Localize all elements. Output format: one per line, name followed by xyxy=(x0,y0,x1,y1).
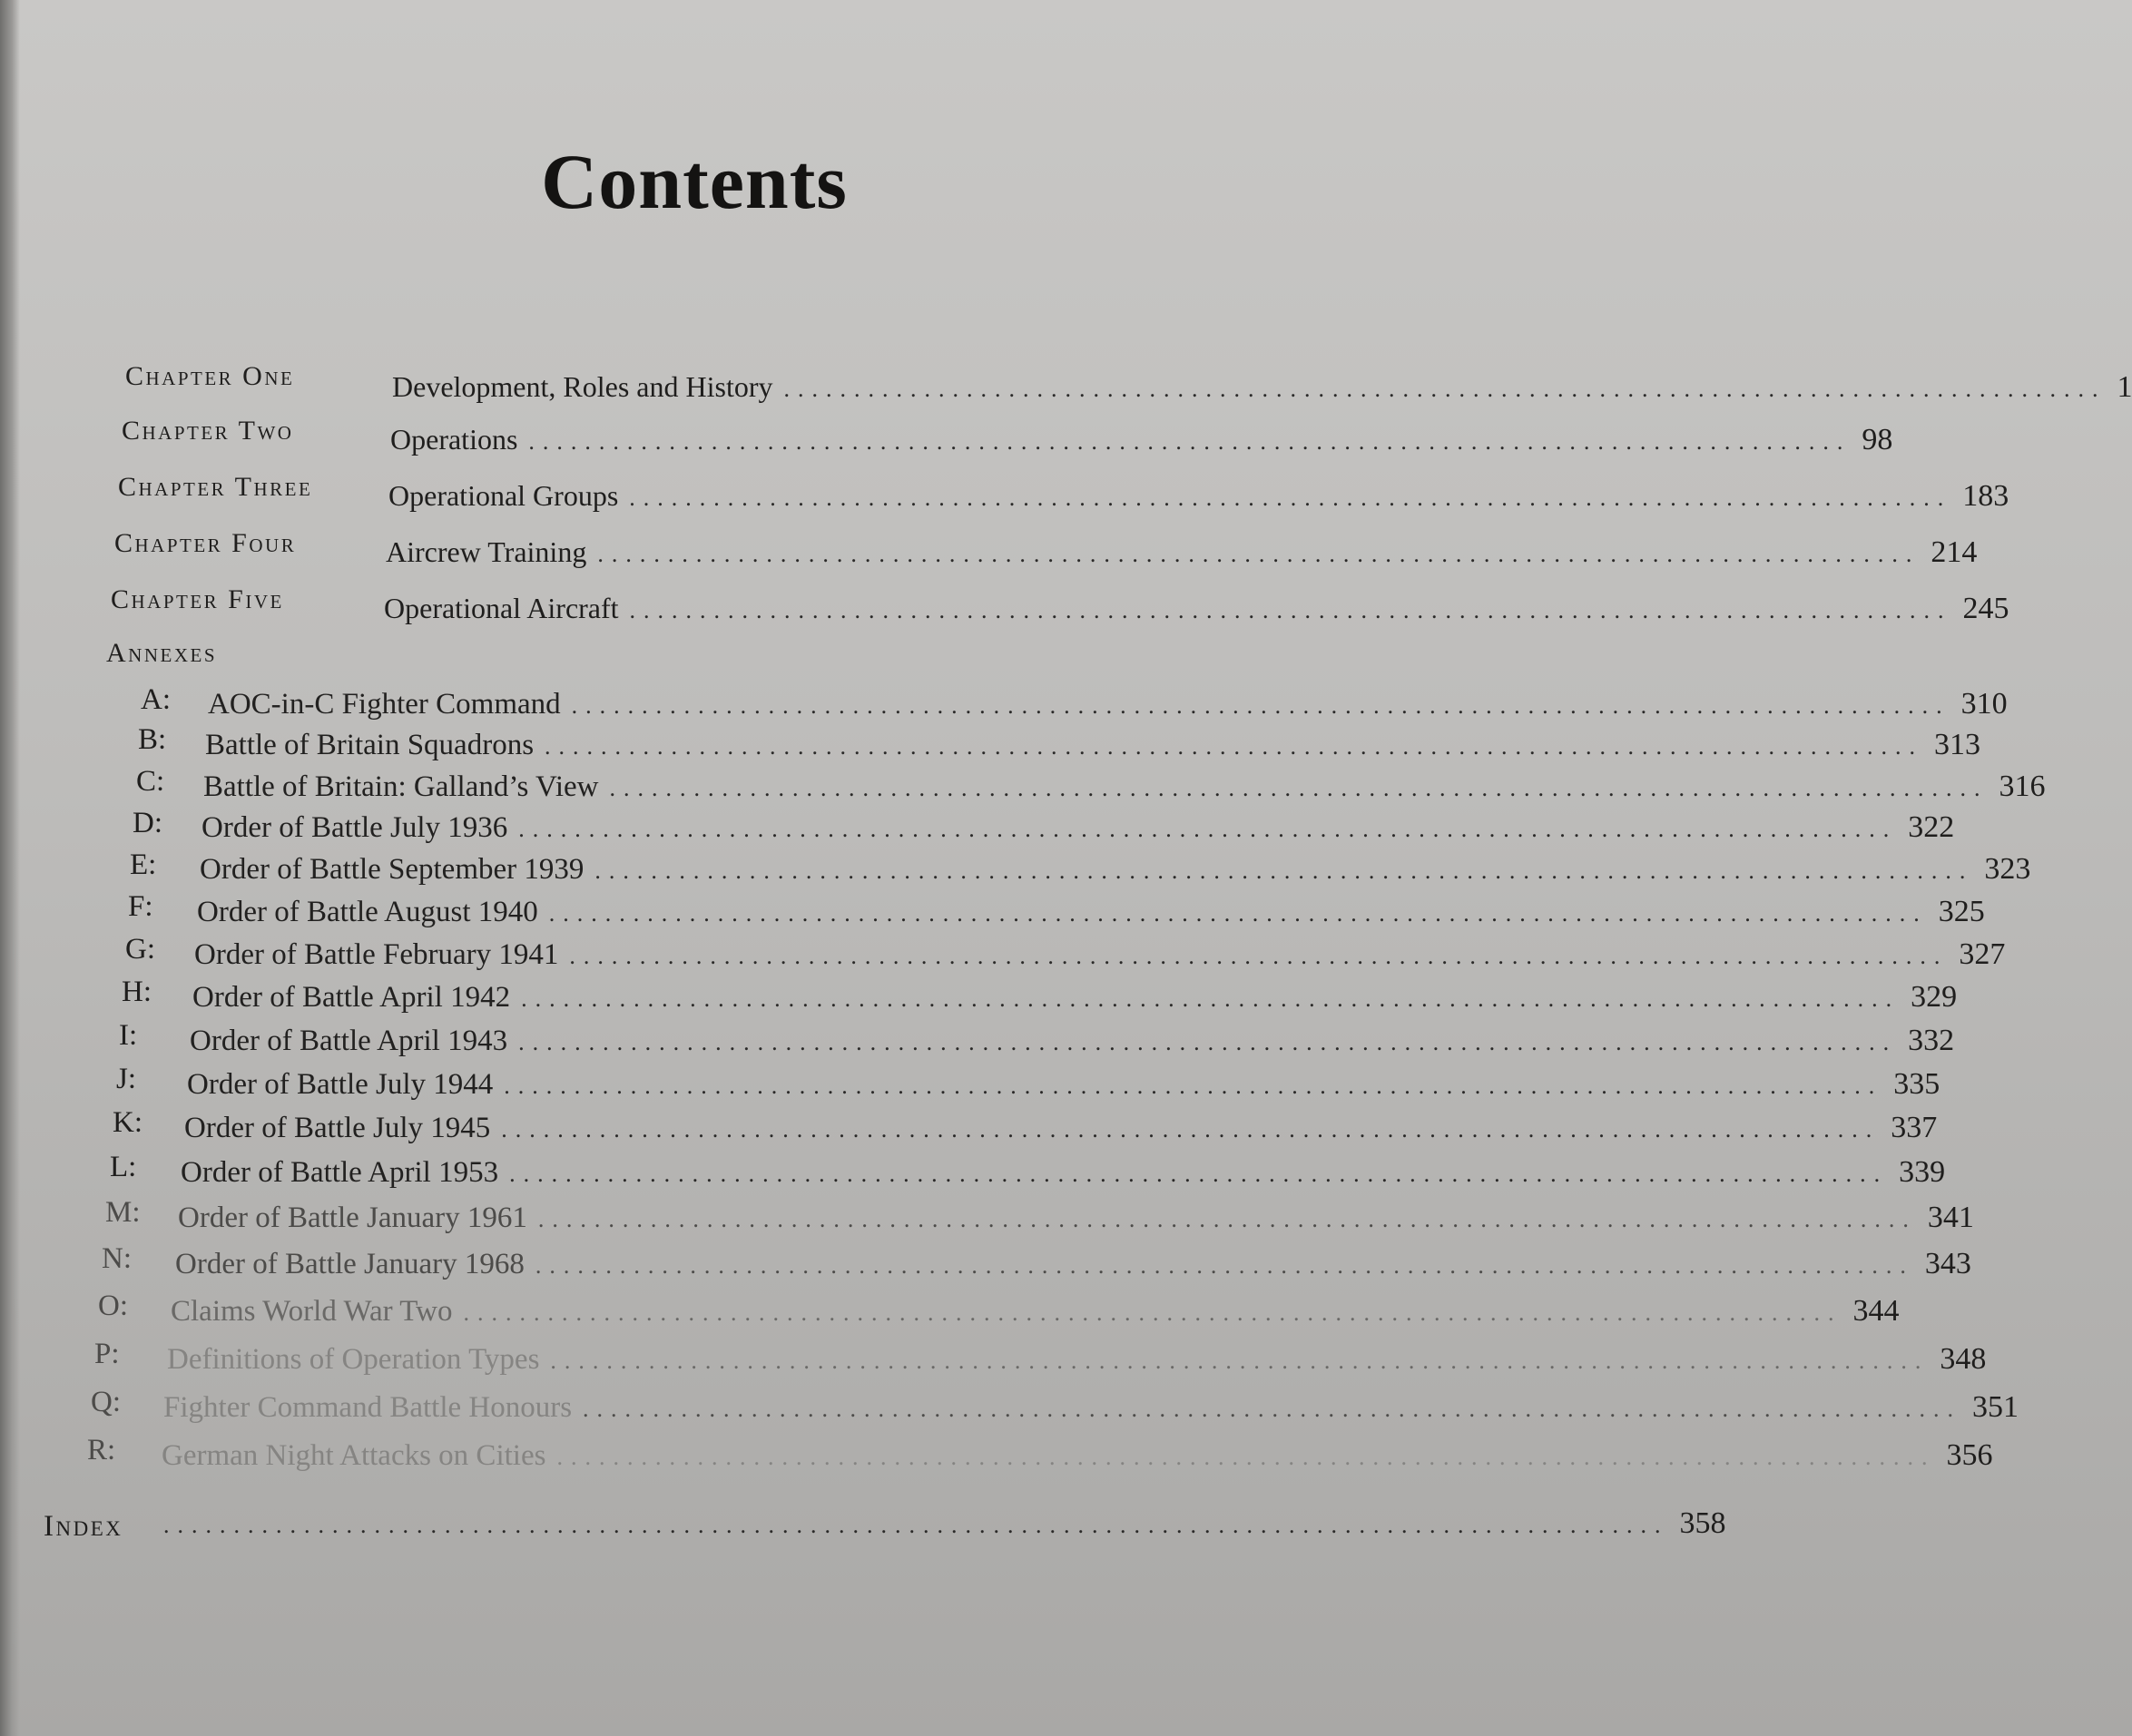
annex-letter: F: xyxy=(128,890,153,923)
annex-title: Order of Battle April 1943 xyxy=(190,1025,508,1057)
dot-leader: .............................................................................................. xyxy=(783,376,2107,402)
annex-title: Order of Battle July 1945 xyxy=(184,1112,491,1144)
toc-annex-row[interactable] xyxy=(167,1342,1987,1377)
page-number: 335 xyxy=(1893,1067,1940,1101)
chapter-label: Chapter Three xyxy=(118,472,313,502)
annex-letter: E: xyxy=(130,848,157,881)
page-number: 337 xyxy=(1891,1111,1938,1144)
annex-letter: N: xyxy=(102,1242,132,1275)
dot-leader: .................................................................................................. xyxy=(518,816,1898,842)
dot-leader: .................................................................................................. xyxy=(548,900,1928,927)
annex-title: Definitions of Operation Types xyxy=(167,1343,540,1376)
page-number: 313 xyxy=(1934,728,1981,761)
dot-leader: .................................................................................................. xyxy=(569,943,1949,969)
toc-chapter-row[interactable] xyxy=(384,592,2009,626)
dot-leader: .................................................................................................. xyxy=(609,775,1989,801)
dot-leader: .................................................................................................. xyxy=(535,1252,1914,1279)
dot-leader: .............................................................................................. xyxy=(528,428,1852,455)
annex-title: Order of Battle July 1944 xyxy=(187,1068,494,1101)
toc-annex-row[interactable] xyxy=(201,810,1955,845)
chapter-title: Operational Aircraft xyxy=(384,592,619,624)
page-number: 98 xyxy=(1862,423,1893,456)
annex-title: Order of Battle January 1961 xyxy=(178,1201,527,1234)
annex-letter: Q: xyxy=(91,1386,121,1418)
annex-letter: M: xyxy=(105,1196,141,1229)
toc-annex-row[interactable] xyxy=(187,1067,1940,1102)
page-number: 358 xyxy=(1679,1506,1726,1540)
page-number: 343 xyxy=(1924,1247,1971,1280)
index-label: Index xyxy=(44,1510,123,1543)
annexes-heading: Annexes xyxy=(106,638,217,668)
toc-chapter-row[interactable] xyxy=(392,370,2132,405)
annex-title: Claims World War Two xyxy=(171,1295,453,1328)
annex-letter: H: xyxy=(122,976,152,1008)
dot-leader: .................................................................................................. xyxy=(583,1396,1962,1422)
toc-annex-row[interactable] xyxy=(184,1111,1938,1145)
annex-letter: R: xyxy=(87,1434,116,1466)
toc-annex-row[interactable] xyxy=(192,980,1958,1015)
dot-leader: .................................................................................................. xyxy=(509,1161,1889,1187)
page-number: 214 xyxy=(1931,535,1978,569)
toc-annex-row[interactable] xyxy=(175,1247,1971,1281)
page-number: 356 xyxy=(1946,1438,1993,1472)
annex-title: Order of Battle February 1941 xyxy=(194,938,559,971)
chapter-label: Chapter Two xyxy=(122,416,294,446)
toc-annex-row[interactable] xyxy=(163,1390,2019,1425)
toc-annex-row[interactable] xyxy=(178,1201,1974,1235)
page-number: 325 xyxy=(1938,895,1985,928)
page-number: 323 xyxy=(1984,852,2031,886)
toc-chapter-row[interactable] xyxy=(386,535,1978,570)
dot-leader: .................................................................................................. xyxy=(504,1073,1883,1099)
annex-letter: O: xyxy=(98,1290,128,1322)
page-edge xyxy=(0,0,20,1736)
annex-title: Order of Battle April 1953 xyxy=(181,1156,499,1189)
dot-leader: .................................................................................................. xyxy=(550,1348,1930,1374)
annex-title: German Night Attacks on Cities xyxy=(162,1439,546,1472)
dot-leader: .............................................................................................. xyxy=(629,485,1952,511)
toc-annex-row[interactable] xyxy=(194,937,2006,972)
chapter-label: Chapter Five xyxy=(111,584,284,614)
dot-leader: .................................................................................................. xyxy=(518,1029,1898,1055)
chapter-title: Development, Roles and History xyxy=(392,370,773,403)
annex-title: Battle of Britain: Galland’s View xyxy=(203,770,599,803)
annex-letter: A: xyxy=(141,683,171,716)
toc-annex-row[interactable] xyxy=(190,1024,1955,1058)
page-number: 327 xyxy=(1959,937,2006,971)
page-number: 1 xyxy=(2117,370,2132,404)
toc-annex-row[interactable] xyxy=(208,687,2008,721)
annex-title: AOC-in-C Fighter Command xyxy=(208,688,561,721)
toc-index-row[interactable] xyxy=(152,1506,1726,1541)
annex-letter: P: xyxy=(94,1338,120,1370)
toc-annex-row[interactable] xyxy=(197,895,1985,929)
chapter-title: Aircrew Training xyxy=(386,535,587,568)
annex-letter: I: xyxy=(119,1019,138,1052)
annex-title: Order of Battle August 1940 xyxy=(197,896,538,928)
page-number: 341 xyxy=(1927,1201,1974,1234)
dot-leader: .................................................................................................. xyxy=(545,733,1924,760)
annex-letter: C: xyxy=(136,765,165,798)
toc-chapter-row[interactable] xyxy=(388,479,2009,514)
dot-leader: .................................................................................................. xyxy=(594,858,1974,884)
chapter-title: Operational Groups xyxy=(388,479,619,512)
toc-annex-row[interactable] xyxy=(171,1294,1900,1329)
annex-letter: D: xyxy=(133,807,162,839)
annex-title: Fighter Command Battle Honours xyxy=(163,1391,573,1424)
toc-annex-row[interactable] xyxy=(200,852,2031,887)
toc-annex-row[interactable] xyxy=(203,770,2046,804)
toc-chapter-row[interactable] xyxy=(390,423,1893,457)
page-number: 245 xyxy=(1962,592,2009,625)
annex-letter: G: xyxy=(125,933,155,966)
annex-letter: K: xyxy=(113,1106,142,1139)
page-number: 339 xyxy=(1899,1155,1946,1189)
page-number: 322 xyxy=(1908,810,1955,844)
dot-leader: .................................................................................................. xyxy=(463,1300,1842,1326)
annex-title: Battle of Britain Squadrons xyxy=(205,729,535,761)
page-number: 183 xyxy=(1962,479,2009,513)
page-number: 344 xyxy=(1852,1294,1900,1328)
page-number: 348 xyxy=(1940,1342,1987,1376)
dot-leader: .............................................................................................. xyxy=(629,597,1952,623)
page-number: 316 xyxy=(1999,770,2046,803)
annex-letter: J: xyxy=(116,1063,137,1095)
page-number: 329 xyxy=(1911,980,1958,1014)
dot-leader: .................................................................................................. xyxy=(501,1116,1881,1143)
annex-title: Order of Battle September 1939 xyxy=(200,853,585,886)
page-number: 310 xyxy=(1960,687,2008,721)
page-number: 351 xyxy=(1972,1390,2019,1424)
page-title: Contents xyxy=(541,138,848,225)
annex-title: Order of Battle April 1942 xyxy=(192,981,511,1014)
page-number: 332 xyxy=(1908,1024,1955,1057)
chapter-label: Chapter Four xyxy=(114,528,297,558)
annex-title: Order of Battle January 1968 xyxy=(175,1248,525,1280)
annex-title: Order of Battle July 1936 xyxy=(201,811,508,844)
annex-letter: B: xyxy=(138,723,167,756)
chapter-label: Chapter One xyxy=(125,361,295,391)
toc-annex-row[interactable] xyxy=(181,1155,1946,1190)
toc-annex-row[interactable] xyxy=(205,728,1981,762)
dot-leader: .................................................................................................. xyxy=(521,986,1901,1012)
annex-letter: L: xyxy=(110,1151,137,1183)
dot-leader: .................................................................................................. xyxy=(537,1206,1917,1232)
dot-leader: .................................................................................................. xyxy=(571,692,1950,719)
dot-leader: ........................................................................................................... xyxy=(163,1512,1669,1538)
chapter-title: Operations xyxy=(390,423,518,456)
dot-leader: .................................................................................................. xyxy=(556,1444,1936,1470)
dot-leader: .............................................................................................. xyxy=(597,541,1921,567)
toc-annex-row[interactable] xyxy=(162,1438,1993,1473)
